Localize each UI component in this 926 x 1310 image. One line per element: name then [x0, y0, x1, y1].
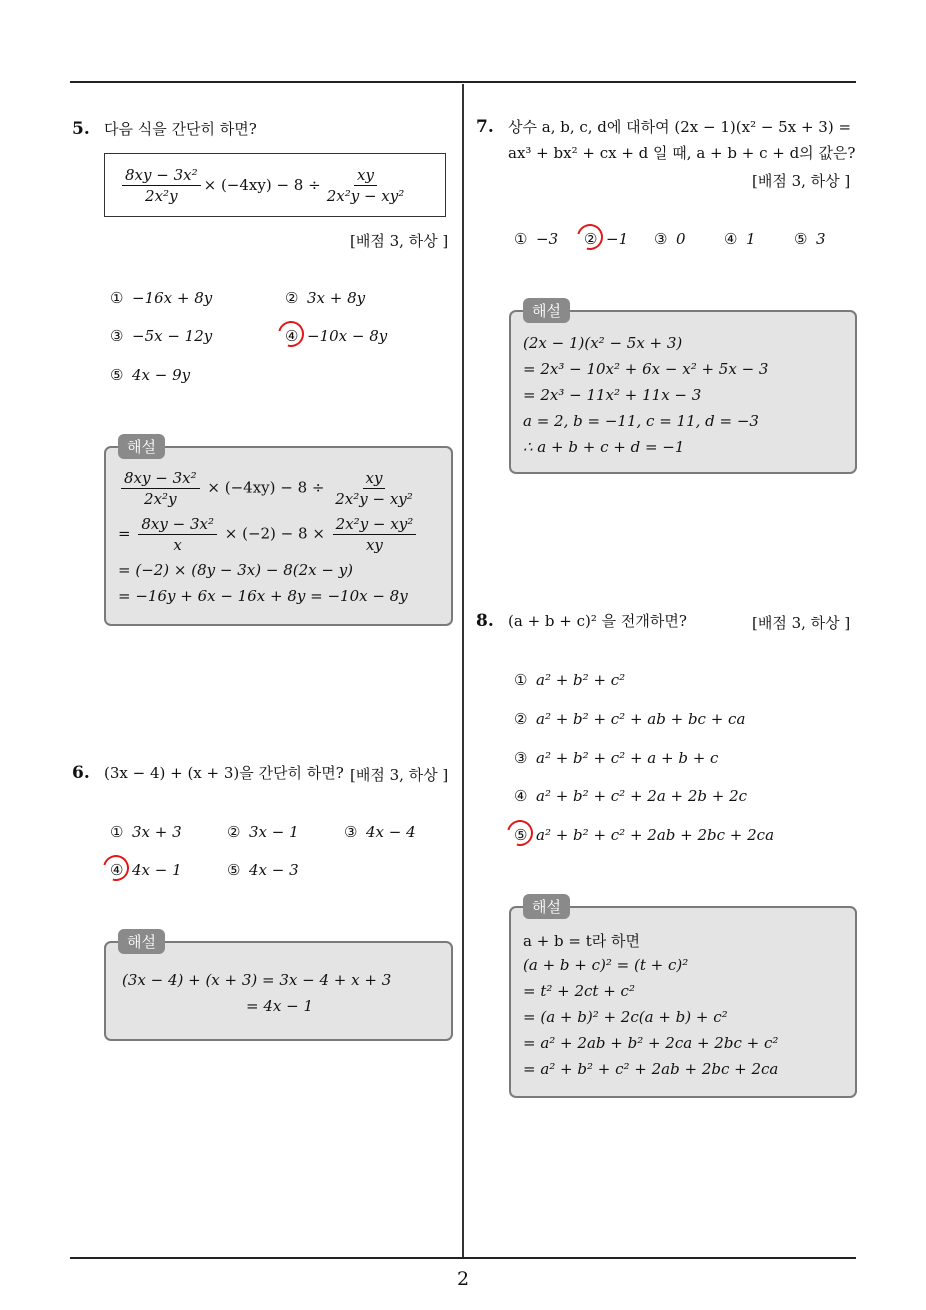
- choice-2[interactable]: ② a² + b² + c² + ab + bc + ca: [514, 710, 746, 728]
- page-number: 2: [456, 1268, 470, 1290]
- choice-5[interactable]: ⑤ 3: [794, 230, 826, 248]
- question-5: [72, 116, 452, 142]
- answer-mark: [98, 850, 134, 886]
- expression-box: [104, 153, 446, 217]
- solution-box: [104, 438, 453, 626]
- answer-mark: [572, 219, 608, 255]
- choice-1[interactable]: ① −3: [514, 230, 559, 248]
- score-label: [배점 3, 하상 ]: [350, 232, 449, 250]
- question-8: [476, 608, 776, 634]
- question-number: 5.: [72, 119, 90, 139]
- fraction: $\frac{xy}{\text{2x²y − xy²}}$: [326, 165, 405, 205]
- solution-line: = a² + 2ab + b² + 2ca + 2bc + c²: [523, 1034, 779, 1052]
- expr-middle: × (−4xy) − 8 ÷: [203, 176, 321, 194]
- solution-line: ∴ a + b + c + d = −1: [523, 438, 685, 456]
- solution-box: [104, 933, 453, 1041]
- column-divider: [462, 84, 464, 1258]
- solution-line: = a² + b² + c² + 2ab + 2bc + 2ca: [523, 1060, 779, 1078]
- choice-2[interactable]: ② −1: [584, 230, 628, 248]
- solution-line: = 2x³ − 10x² + 6x − x² + 5x − 3: [523, 360, 769, 378]
- solution-box: [509, 898, 857, 1098]
- solution-tag: 해설: [118, 434, 165, 459]
- question-number: 6.: [72, 763, 90, 783]
- solution-line: (3x − 4) + (x + 3) = 3x − 4 + x + 3: [122, 971, 392, 989]
- bottom-rule: [70, 1257, 856, 1259]
- choice-4[interactable]: ④ 1: [724, 230, 756, 248]
- question-number: 7.: [476, 117, 494, 137]
- question-text-continued: ax³ + bx² + cx + d 일 때, a + b + c + d의 값은?: [508, 144, 856, 162]
- choice-2[interactable]: ② 3x + 8y: [285, 289, 366, 307]
- choice-1[interactable]: ① a² + b² + c²: [514, 671, 626, 689]
- choice-4[interactable]: ④ −10x − 8y: [285, 327, 387, 345]
- solution-line: = 4x − 1: [246, 997, 313, 1015]
- question-text: 다음 식을 간단히 하면?: [104, 120, 257, 138]
- solution-tag: 해설: [523, 894, 570, 919]
- solution-line: a = 2, b = −11, c = 11, d = −3: [523, 412, 759, 430]
- score-label: [배점 3, 하상 ]: [752, 172, 851, 190]
- solution-line: = (−2) × (8y − 3x) − 8(2x − y): [118, 561, 354, 579]
- answer-mark: [273, 316, 309, 352]
- choice-1[interactable]: ① 3x + 3: [110, 823, 182, 841]
- solution-tag: 해설: [118, 929, 165, 954]
- question-text: (3x − 4) + (x + 3)을 간단히 하면?: [104, 764, 344, 782]
- choice-4[interactable]: ④ 4x − 1: [110, 861, 182, 879]
- answer-mark: [502, 815, 538, 851]
- choice-3[interactable]: ③ a² + b² + c² + a + b + c: [514, 749, 719, 767]
- top-rule: [70, 81, 856, 83]
- choice-2[interactable]: ② 3x − 1: [227, 823, 299, 841]
- solution-line: = t² + 2ct + c²: [523, 982, 635, 1000]
- solution-line: (a + b + c)² = (t + c)²: [523, 956, 689, 974]
- score-label: [배점 3, 하상 ]: [350, 766, 449, 784]
- choice-5[interactable]: ⑤ a² + b² + c² + 2ab + 2bc + 2ca: [514, 826, 774, 844]
- solution-line: = 2x³ − 11x² + 11x − 3: [523, 386, 702, 404]
- solution-line: (2x − 1)(x² − 5x + 3): [523, 334, 683, 352]
- question-text: (a + b + c)² 을 전개하면?: [508, 612, 687, 630]
- solution-line: a + b = t라 하면: [523, 932, 641, 950]
- question-text: 상수 a, b, c, d에 대하여 (2x − 1)(x² − 5x + 3) =: [508, 118, 852, 136]
- question-number: 8.: [476, 611, 494, 631]
- fraction: $\frac{\text{8xy − 3x²}}{\text{2x²y}}$: [122, 165, 201, 206]
- choice-1[interactable]: ① −16x + 8y: [110, 289, 213, 307]
- choice-3[interactable]: ③ 0: [654, 230, 686, 248]
- solution-box: [509, 302, 857, 474]
- choice-3[interactable]: ③ −5x − 12y: [110, 327, 213, 345]
- choice-3[interactable]: ③ 4x − 4: [344, 823, 416, 841]
- solution-line: = $\frac{\text{8xy − 3x²}}{x}$ × (−2) − 8 × $\frac{\text{2x²y − xy²}}{xy}$: [118, 514, 419, 555]
- choice-5[interactable]: ⑤ 4x − 3: [227, 861, 299, 879]
- score-label: [배점 3, 하상 ]: [752, 614, 851, 632]
- solution-tag: 해설: [523, 298, 570, 323]
- solution-line: = −16y + 6x − 16x + 8y = −10x − 8y: [118, 587, 408, 605]
- question-7: [476, 114, 862, 166]
- choice-5[interactable]: ⑤ 4x − 9y: [110, 366, 191, 384]
- solution-line: = (a + b)² + 2c(a + b) + c²: [523, 1008, 728, 1026]
- solution-line: $\frac{\text{8xy − 3x²}}{\text{2x²y}}$ × (−4xy) − 8 ÷ $\frac{xy}{\text{2x²y − xy²}}$: [118, 468, 419, 509]
- choice-4[interactable]: ④ a² + b² + c² + 2a + 2b + 2c: [514, 787, 748, 805]
